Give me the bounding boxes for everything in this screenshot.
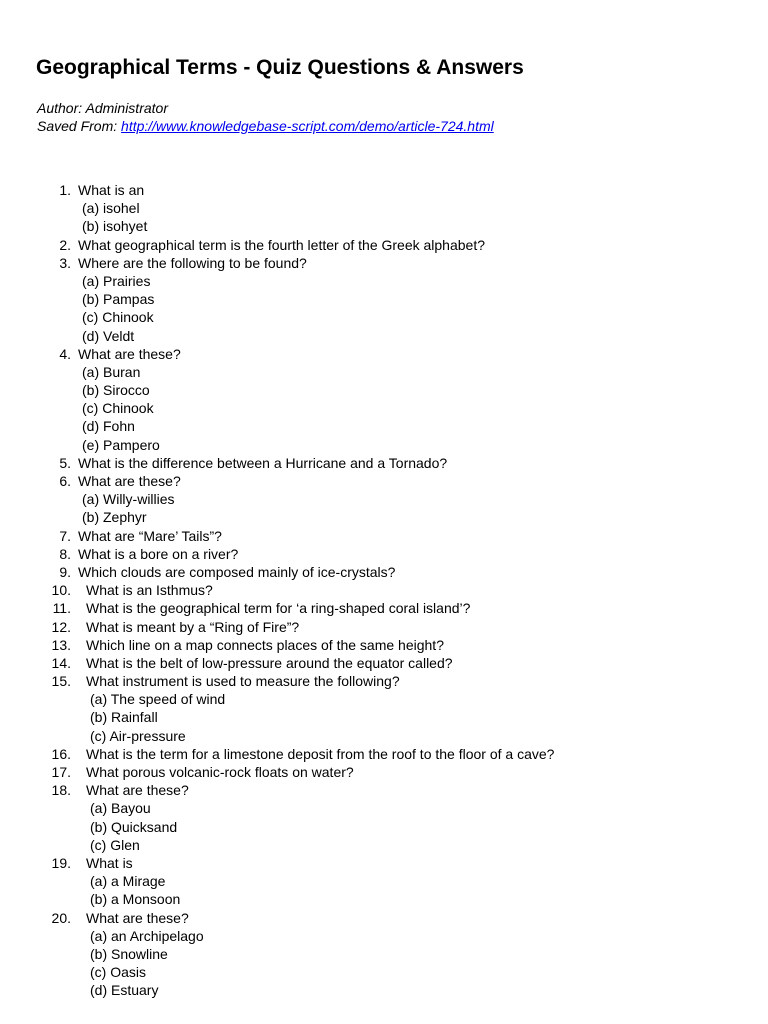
question-option: (d) Veldt [82, 327, 135, 344]
question-text: Which line on a map connects places of the same height? [86, 636, 444, 653]
question-number: 4. [59, 345, 71, 362]
question-text: What is [86, 854, 133, 871]
question-list [0, 181, 768, 999]
question-number: 20. [51, 909, 71, 926]
question-text: What is the geographical term for ‘a ring-shaped coral island’? [86, 600, 471, 617]
question-text: What are these? [78, 345, 181, 362]
question-item [0, 454, 768, 472]
question-option: (d) Estuary [90, 982, 159, 999]
question-item [0, 527, 768, 545]
question-line [0, 909, 768, 927]
question-number: 6. [59, 473, 71, 489]
question-text: What are these? [86, 909, 189, 926]
question-number: 8. [59, 545, 71, 562]
question-option: (c) Chinook [82, 400, 154, 417]
question-text: What is a bore on a river? [78, 545, 239, 562]
question-line [0, 654, 768, 672]
question-number: 19. [51, 854, 71, 871]
question-option: (a) Buran [82, 363, 141, 380]
question-item [0, 672, 768, 745]
question-item [0, 563, 768, 581]
question-line [0, 854, 768, 872]
question-number: 16. [51, 745, 71, 762]
question-line [0, 236, 768, 254]
question-option: (b) isohyet [82, 218, 148, 235]
question-number: 12. [51, 618, 71, 635]
question-item [0, 618, 768, 636]
question-item [0, 236, 768, 254]
question-option: (a) an Archipelago [90, 927, 204, 944]
question-option: (c) Oasis [90, 964, 146, 981]
question-number: 11. [52, 600, 71, 617]
question-option: (a) Prairies [82, 272, 151, 289]
question-line [0, 636, 768, 654]
question-text: What instrument is used to measure the following? [86, 673, 400, 690]
question-line [0, 254, 768, 272]
question-item [0, 472, 768, 527]
question-number: 13. [51, 636, 71, 653]
question-option: (b) Snowline [90, 945, 168, 962]
question-line [0, 454, 768, 472]
question-option: (c) Air-pressure [90, 727, 186, 744]
question-number: 14. [51, 654, 71, 671]
question-text: Which clouds are composed mainly of ice-crystals? [78, 563, 396, 580]
question-line [0, 472, 768, 490]
question-option: (c) Glen [90, 836, 140, 853]
question-line [0, 763, 768, 781]
question-option: (b) Rainfall [90, 709, 158, 726]
question-option: (b) Zephyr [82, 509, 147, 526]
question-line [0, 181, 768, 199]
question-line [0, 599, 768, 617]
question-line [0, 345, 768, 363]
question-text: Where are the following to be found? [78, 254, 307, 271]
question-option: (a) Willy-willies [82, 491, 175, 508]
author-line: Author: Administrator [37, 100, 168, 116]
question-line [0, 745, 768, 763]
question-item [0, 781, 768, 854]
question-number: 15. [51, 673, 71, 690]
question-number: 7. [59, 527, 71, 544]
question-line [0, 581, 768, 599]
question-item [0, 636, 768, 654]
question-number: 10. [51, 582, 71, 599]
question-option: (e) Pampero [82, 436, 160, 453]
question-number: 2. [59, 236, 71, 253]
question-line [0, 672, 768, 690]
question-number: 3. [59, 254, 71, 271]
question-option: (b) Sirocco [82, 382, 150, 399]
question-text: What are these? [86, 782, 189, 799]
question-line [0, 781, 768, 799]
question-text: What is the term for a limestone deposit from the roof to the floor of a cave? [86, 745, 555, 762]
question-text: What is an [78, 182, 145, 198]
question-item [0, 181, 768, 236]
question-text: What are “Mare’ Tails”? [78, 527, 222, 544]
page-title: Geographical Terms - Quiz Questions & Answers [36, 56, 524, 79]
question-text: What is an Isthmus? [86, 582, 213, 599]
question-option: (a) Bayou [90, 800, 151, 817]
question-line [0, 563, 768, 581]
question-item [0, 654, 768, 672]
question-number: 18. [51, 782, 71, 799]
question-text: What porous volcanic-rock floats on water? [86, 764, 354, 780]
saved-from-label: Saved From: [37, 118, 118, 134]
question-item [0, 545, 768, 563]
question-text: What geographical term is the fourth letter of the Greek alphabet? [78, 236, 486, 253]
question-text: What is the difference between a Hurricane and a Tornado? [78, 454, 448, 471]
saved-from-line [37, 117, 494, 135]
question-number: 9. [59, 563, 71, 580]
question-option: (a) isohel [82, 200, 140, 217]
saved-from-link[interactable]: http://www.knowledgebase-script.com/demo/article-724.html [121, 118, 494, 134]
question-line [0, 527, 768, 545]
question-number: 17. [51, 764, 71, 780]
question-item [0, 763, 768, 781]
question-line [0, 545, 768, 563]
question-item [0, 254, 768, 345]
question-item [0, 581, 768, 599]
question-option: (b) Pampas [82, 291, 155, 308]
question-item [0, 745, 768, 763]
question-line [0, 618, 768, 636]
question-item [0, 599, 768, 617]
question-option: (d) Fohn [82, 418, 135, 435]
question-option: (b) Quicksand [90, 818, 178, 835]
question-option: (c) Chinook [82, 309, 154, 326]
question-item [0, 909, 768, 1000]
question-text: What is the belt of low-pressure around the equator called? [86, 654, 453, 671]
question-text: What are these? [78, 473, 181, 489]
question-option: (a) a Mirage [90, 873, 166, 890]
question-option: (a) The speed of wind [90, 691, 226, 708]
question-number: 5. [59, 454, 71, 471]
question-item [0, 854, 768, 909]
question-item [0, 345, 768, 454]
question-option: (b) a Monsoon [90, 891, 181, 908]
question-number: 1. [59, 182, 71, 198]
question-text: What is meant by a “Ring of Fire”? [86, 618, 300, 635]
